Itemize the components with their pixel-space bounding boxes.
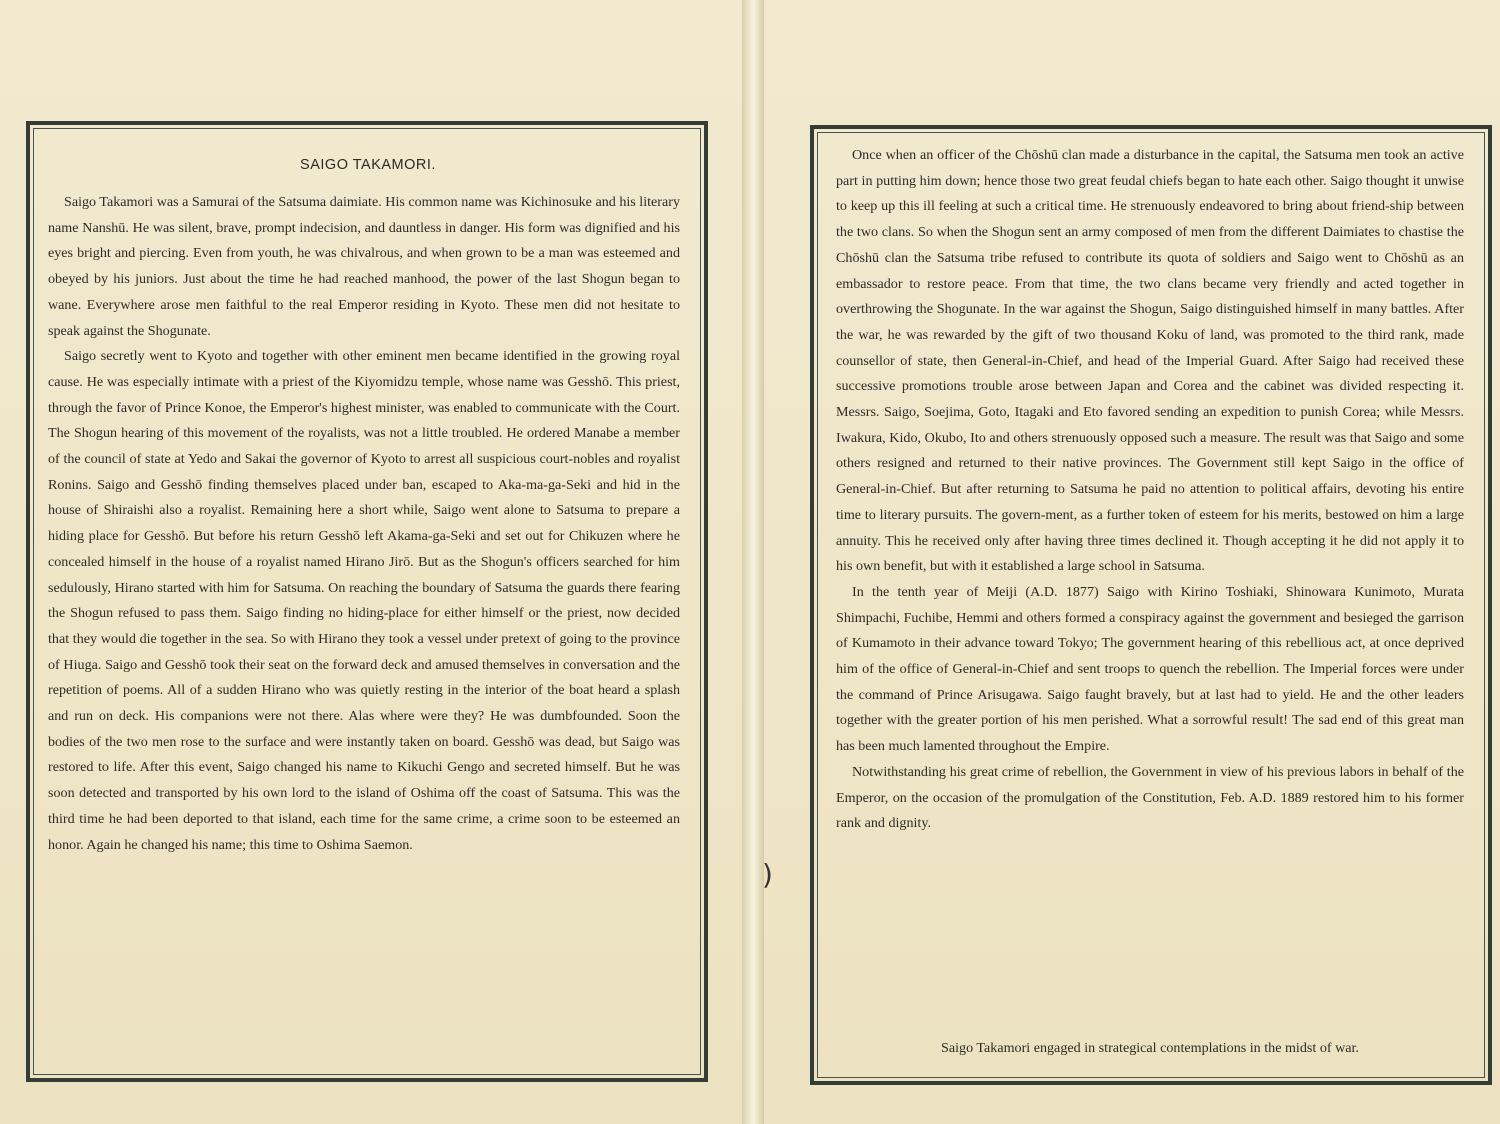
paragraph: Saigo Takamori was a Samurai of the Satsuma daimiate. His common name was Kichinosuke and his literary name Nanshū. He was silent, brave, prompt indecision, and dauntless in danger. His form was dignified and his eyes bright and piercing. Even from youth, he was chivalrous, and when grown to be a man was esteemed and obeyed by his juniors. Just about the time he had reached manhood, the power of the last Shogun began to wane. Everywhere arose men faithful to the real Emperor residing in Kyoto. These men did not hesitate to speak against the Shogunate. [48, 194, 680, 339]
paragraph: In the tenth year of Meiji (A.D. 1877) Saigo with Kirino Toshiaki, Shinowara Kunimoto, Murata Shimpachi, Fuchibe, Hemmi and others formed a conspiracy against the government and besieged the garrison of Kumamoto in their advance toward Tokyo; The government hearing of this rebellious act, at once deprived him of the office of General-in-Chief and sent troops to quench the rebellion. The Imperial forces were under the command of Prince Arisugawa. Saigo faught bravely, but at last had to yield. He and the other leaders together with the greater portion of his men perished. What a sorrowful result! The sad end of this great man has been much lamented throughout the Empire. [836, 583, 1464, 755]
illustration-caption: Saigo Takamori engaged in strategical contemplations in the midst of war. [941, 1040, 1359, 1056]
paragraph: Saigo secretly went to Kyoto and together with other eminent men became identified in the growing royal cause. He was especially intimate with a priest of the Kiyomidzu temple, whose name was Gesshō. This priest, through the favor of Prince Konoe, the Emperor's highest minister, was enabled to communicate with the Court. The Shogun hearing of this movement of the royalists, was not a little troubled. He ordered Manabe a member of the council of state at Yedo and Sakai the governor of Kyoto to arrest all suspicious court-nobles and royalist Ronins. Saigo and Gesshō finding themselves placed under ban, escaped to Aka-ma-ga-Seki and hid in the house of Shiraishi also a royalist. Remaining here a short while, Saigo went alone to Satsuma to prepare a hiding place for Gesshō. But before his return Gesshō left Akama-ga-Seki and set out for Chikuzen where he concealed himself in the house of a royalist named Hirano Jirō. But as the Shogun's officers searched for him sedulously, Hirano started with him for Satsuma. On reaching the boundary of Satsuma the guards there fearing the Shogun refused to pass them. Saigo finding no hiding-place for either himself or the priest, now decided that they would die together in the sea. So with Hirano they took a vessel under pretext of going to the province of Hiuga. Saigo and Gesshō took their seat on the forward deck and amused themselves in conversation and the repetition of poems. All of a sudden Hirano who was quietly resting in the interior of the boat heard a splash and run on deck. His companions were not there. Alas where were they? He was dumbfounded. Soon the bodies of the two men rose to the surface and were instantly taken on board. Gesshō was dead, but Saigo was restored to life. After this event, Saigo changed his name to Kikuchi Gengo and secreted himself. But he was soon detected and transported by his own lord to the island of Oshima off the coast of Satsuma. This was the third time he had been deported to that island, each time for the same crime, a crime soon to be esteemed an honor. Again he changed his name; this time to Oshima Saemon. [48, 348, 680, 853]
book-gutter [742, 0, 764, 1124]
paragraph: Once when an officer of the Chōshū clan made a disturbance in the capital, the Satsuma men took an active part in putting him down; hence those two great feudal chiefs began to hate each other. Saigo thought it unwise to keep up this ill feeling at such a critical time. He strenuously endeavored to bring about friend-ship between the two clans. So when the Shogun sent an army composed of men from the different Daimiates to chastise the Chōshū clan the Satsuma tribe refused to contribute its quota of soldiers and Saigo went to Chōshū as an embassador to restore peace. From that time, the two clans became very friendly and acted together in overthrowing the Shogunate. In the war against the Shogun, Saigo distinguished himself in many battles. After the war, he was rewarded by the gift of two thousand Koku of land, was promoted to the third rank, made counsellor of state, then General-in-Chief, and head of the Imperial Guard. After Saigo had received these successive promotions trouble arose between Japan and Corea and the cabinet was divided respecting it. Messrs. Saigo, Soejima, Goto, Itagaki and Eto favored sending an expedition to punish Corea; while Messrs. Iwakura, Kido, Okubo, Ito and others strenuously opposed such a measure. The result was that Saigo and some others resigned and returned to their native provinces. The Government still kept Saigo in the office of General-in-Chief. But after returning to Satsuma he paid no attention to political affairs, devoting his entire time to literary pursuits. The govern-ment, as a further token of esteem for his merits, bestowed on him a large annuity. This he received only after having three times declined it. Though accepting it he did not apply it to his own benefit, but with it established a large school in Satsuma. [836, 147, 1464, 575]
paragraph: Notwithstanding his great crime of rebellion, the Government in view of his previous labors in behalf of the Emperor, on the occasion of the promulgation of the Constitution, Feb. A.D. 1889 restored him to his former rank and dignity. [836, 763, 1464, 832]
page-title: SAIGO TAKAMORI. [300, 157, 436, 173]
left-page-text [48, 190, 680, 858]
page-edge-mark: ) [762, 858, 773, 891]
right-page-text [836, 143, 1464, 837]
